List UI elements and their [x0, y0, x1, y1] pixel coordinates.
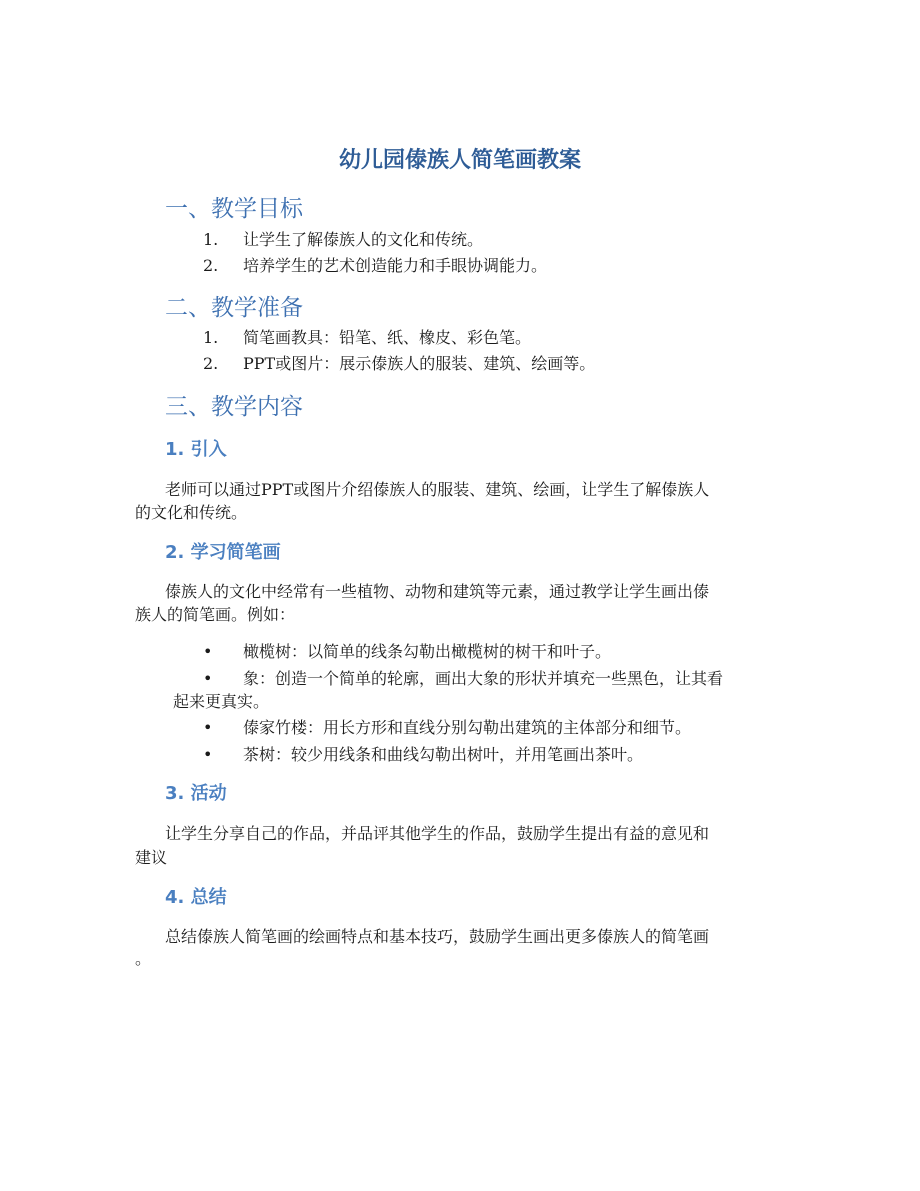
list-item-text: PPT或图片：展示傣族人的服装、建筑、绘画等。 [243, 354, 596, 373]
paragraph-line: 让学生分享自己的作品，并品评其他学生的作品，鼓励学生提出有益的意见和 [165, 824, 710, 843]
bullet-item [203, 639, 611, 662]
list-item-text: 培养学生的艺术创造能力和手眼协调能力。 [243, 256, 548, 275]
list-item [203, 227, 483, 250]
bullet-text: 茶树：较少用线条和曲线勾勒出树叶，并用笔画出茶叶。 [243, 745, 644, 764]
list-item [203, 253, 547, 276]
list-item-text: 简笔画教具：铅笔、纸、橡皮、彩色笔。 [243, 328, 532, 347]
list-number: 2. [203, 354, 219, 373]
paragraph-line: 建议 [135, 848, 168, 867]
bullet-text: 象：创造一个简单的轮廓，画出大象的形状并填充一些黑色，让其看 [243, 669, 724, 688]
section-heading-preparation: 二、教学准备 [165, 295, 303, 321]
paragraph-line: 族人的简笔画。例如： [135, 605, 296, 624]
bullet-dot: • [203, 642, 213, 661]
bullet-dot: • [203, 745, 213, 764]
section-heading-goals: 一、教学目标 [165, 196, 303, 222]
paragraph-line: 。 [135, 949, 152, 968]
bullet-text: 橄榄树：以简单的线条勾勒出橄榄树的树干和叶子。 [243, 642, 612, 661]
list-number: 1. [203, 230, 219, 249]
section-heading-content: 三、教学内容 [165, 394, 303, 420]
list-item [203, 325, 531, 348]
bullet-item [203, 742, 643, 765]
bullet-continuation: 起来更真实。 [173, 692, 270, 711]
subheading-activity: 3. 活动 [165, 783, 227, 804]
bullet-item [203, 666, 723, 689]
document-title: 幼儿园傣族人简笔画教案 [338, 148, 581, 173]
list-number: 2. [203, 256, 219, 275]
bullet-dot: • [203, 718, 213, 737]
paragraph-line: 傣族人的文化中经常有一些植物、动物和建筑等元素，通过教学让学生画出傣 [165, 582, 710, 601]
subheading-summary: 4. 总结 [165, 887, 227, 908]
paragraph-line: 的文化和传统。 [135, 503, 248, 522]
list-item-text: 让学生了解傣族人的文化和传统。 [243, 230, 484, 249]
bullet-item [203, 715, 691, 738]
subheading-intro: 1. 引入 [165, 439, 227, 460]
list-number: 1. [203, 328, 219, 347]
bullet-text: 傣家竹楼：用长方形和直线分别勾勒出建筑的主体部分和细节。 [243, 718, 692, 737]
bullet-dot: • [203, 669, 213, 688]
subheading-drawing: 2. 学习简笔画 [165, 542, 281, 563]
list-item [203, 351, 595, 374]
paragraph-line: 总结傣族人简笔画的绘画特点和基本技巧，鼓励学生画出更多傣族人的简笔画 [165, 927, 710, 946]
paragraph-line: 老师可以通过PPT或图片介绍傣族人的服装、建筑、绘画，让学生了解傣族人 [165, 480, 710, 499]
